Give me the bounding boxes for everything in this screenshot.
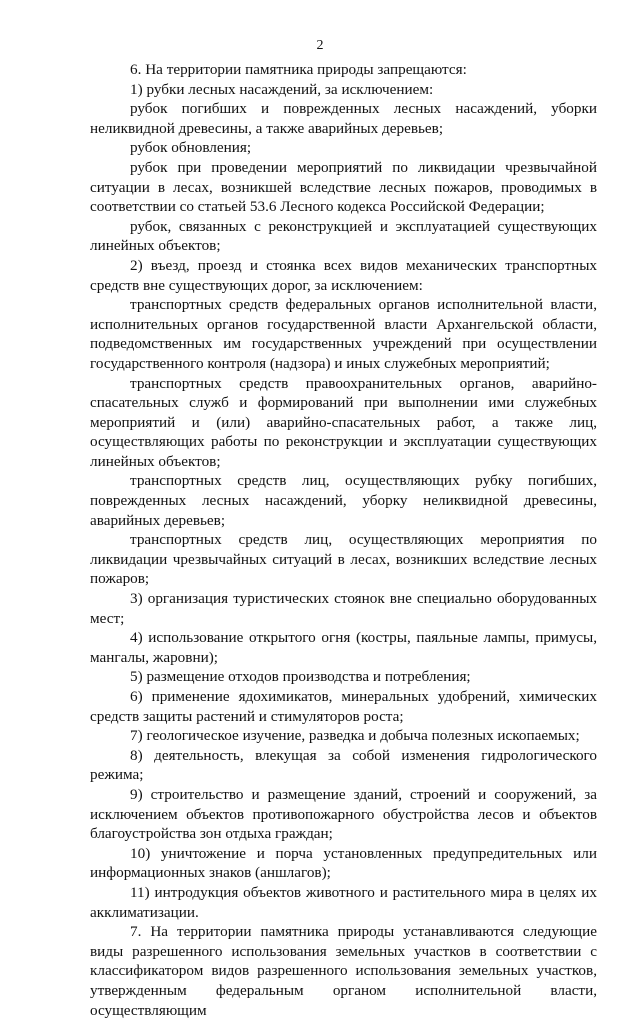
paragraph: 10) уничтожение и порча установленных предупредительных или информационных знаков (аншлагов);: [90, 844, 597, 882]
paragraph: 4) использование открытого огня (костры, паяльные лампы, примусы, мангалы, жаровни);: [90, 629, 597, 666]
paragraph: транспортных средств лиц, осуществляющих мероприятия по ликвидации чрезвычайных ситуаций в лесах, возникших вследствие лесных пожаров;: [90, 531, 597, 588]
paragraph: 8) деятельность, влекущая за собой изменения гидрологического режима;: [90, 746, 597, 784]
paragraph: транспортных средств правоохранительных органов, аварийно-спасательных служб и формирований при выполнении ими служебных мероприятий и (или) аварийно-спасательных работ, а также лиц, осуществляющих работы по реконструкции и эксплуатации существующих линейных объектов;: [90, 374, 597, 470]
paragraph: 6) применение ядохимикатов, минеральных удобрений, химических средств защиты растений и стимуляторов роста;: [90, 688, 597, 725]
paragraph: 7. На территории памятника природы устанавливаются следующие виды разрешенного использования земельных участков в соответствии с классификатором видов разрешенного использования земельных участков, утвержденным федеральным органом исполнительной власти, осуществляющим: [90, 923, 597, 1019]
paragraph: 11) интродукция объектов животного и растительного мира в целях их акклиматизации.: [90, 883, 597, 921]
paragraph: транспортных средств лиц, осуществляющих рубку погибших, поврежденных лесных насаждений, уборку неликвидной древесины, аварийных деревьев;: [90, 472, 597, 529]
paragraph: 3) организация туристических стоянок вне специально оборудованных мест;: [90, 590, 597, 627]
paragraph: 9) строительство и размещение зданий, строений и сооружений, за исключением объектов противопожарного обустройства лесов и объектов благоустройства зон отдыха граждан;: [90, 785, 597, 843]
paragraph: 2) въезд, проезд и стоянка всех видов механических транспортных средств вне существующих дорог, за исключением:: [90, 256, 597, 294]
paragraph: 1) рубки лесных насаждений, за исключением:: [130, 80, 434, 98]
document-body: [90, 60, 597, 1020]
paragraph: 5) размещение отходов производства и потребления;: [130, 668, 471, 686]
paragraph: рубок, связанных с реконструкцией и эксплуатацией существующих линейных объектов;: [90, 217, 597, 255]
paragraph: рубок при проведении мероприятий по ликвидации чрезвычайной ситуации в лесах, возникшей вследствие лесных пожаров, проводимых в соответствии со статьей 53.6 Лесного кодекса Российской Федерации;: [90, 158, 597, 216]
page-number: 2: [316, 38, 324, 53]
paragraph: рубок обновления;: [130, 139, 252, 157]
paragraph: рубок погибших и поврежденных лесных насаждений, уборки неликвидной древесины, а также аварийных деревьев;: [90, 100, 597, 137]
paragraph: 7) геологическое изучение, разведка и добыча полезных ископаемых;: [130, 727, 580, 745]
paragraph: транспортных средств федеральных органов исполнительной власти, исполнительных органов государственной власти Архангельской области, подведомственных им государственных учреждений при осуществлении государственного контроля (надзора) и иных служебных мероприятий;: [90, 296, 597, 372]
paragraph: 6. На территории памятника природы запрещаются:: [130, 61, 467, 78]
